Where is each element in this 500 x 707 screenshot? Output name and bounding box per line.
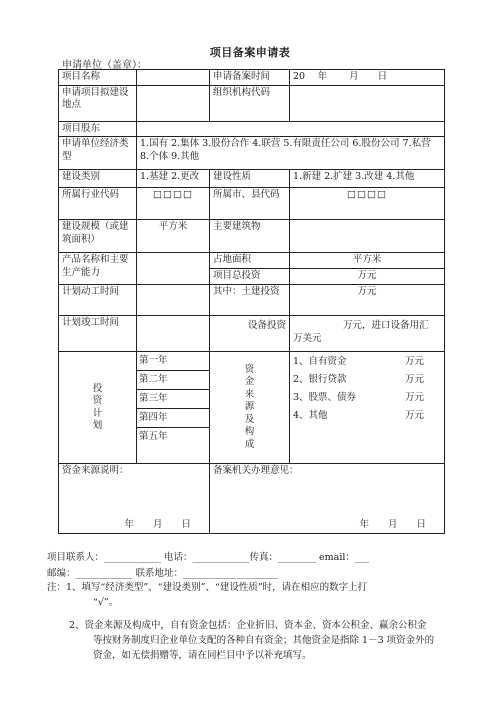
funding-desc-cell[interactable] <box>59 464 210 534</box>
agency-opinion-date: 年 月 日 <box>359 518 426 530</box>
econ-type-label: 申请单位经济类型 <box>59 137 137 170</box>
start-time-field[interactable] <box>137 285 210 316</box>
civil-investment-unit[interactable]: 万元 <box>290 285 445 316</box>
funding-item-stocks[interactable]: 3、股票、债券 万元 <box>293 392 424 403</box>
main-buildings-field[interactable] <box>290 220 445 253</box>
note-2-line-c: 资金，如无偿捐赠等，请在同栏目中予以补充填写。 <box>93 650 312 661</box>
agency-opinion-label: 备案机关办理意见： <box>213 465 299 476</box>
page-title: 项目备案申请表 <box>209 46 291 59</box>
year-5[interactable]: 第五年 <box>139 431 168 442</box>
shareholders-label: 项目股东 <box>59 121 137 137</box>
filing-time-label: 申请备案时间 <box>210 70 290 86</box>
project-name-field[interactable] <box>137 70 210 86</box>
location-field[interactable] <box>137 85 210 121</box>
year-2[interactable]: 第二年 <box>137 371 209 390</box>
main-buildings-label: 主要建筑物 <box>210 220 290 253</box>
postal-line[interactable]: 邮编：____________ 联系地址：____________________ <box>47 568 279 579</box>
funding-desc-date: 年 月 日 <box>124 518 191 530</box>
products-field[interactable] <box>137 253 210 285</box>
applicant-unit-label: 申请单位（盖章）： <box>62 60 147 71</box>
funding-item-bank[interactable]: 2、银行贷款 万元 <box>293 374 424 385</box>
project-name-label: 项目名称 <box>59 70 137 86</box>
filing-time-field[interactable]: 20 年 月 日 <box>290 70 445 86</box>
equipment-investment-field[interactable] <box>290 316 445 352</box>
agency-opinion-cell[interactable] <box>210 464 445 534</box>
completion-time-label: 计划竣工时间 <box>59 316 137 352</box>
civil-investment-label: 其中：土建投资 <box>210 285 290 316</box>
note-2-line-b: 等按财务制度归企业单位支配的各种自有资金；其他资金是指除 1－3 项资金外的 <box>93 635 435 646</box>
note-1-line-a: 注：1、填写“经济类型”、“建设类别”、“建设性质”时，请在相应的数字上打 <box>47 582 368 593</box>
location-label: 申请项目拟建设地点 <box>59 85 137 121</box>
notes <box>47 580 447 663</box>
land-area-label: 占地面积 <box>210 253 290 269</box>
shareholders-field[interactable] <box>137 121 445 137</box>
start-time-label: 计划动工时间 <box>59 285 137 316</box>
scale-label: 建设规模（或建筑面积） <box>59 220 137 253</box>
completion-time-field[interactable] <box>137 316 210 352</box>
city-county-label: 所属市、县代码 <box>210 188 290 220</box>
investment-plan-label: 投 资 计 划 <box>59 352 137 464</box>
note-1-line-b: “√”。 <box>93 597 119 608</box>
city-county-boxes[interactable]: □□□□ <box>290 188 445 220</box>
funding-item-own[interactable]: 1、自有资金 万元 <box>293 356 424 367</box>
land-area-unit[interactable]: 平方米 <box>290 253 445 269</box>
equipment-forex-value: 万美元 <box>293 332 322 344</box>
funding-source-label: 资 金 来 源 及 构 成 <box>210 352 290 464</box>
year-3[interactable]: 第三年 <box>137 390 209 409</box>
year-4[interactable]: 第四年 <box>137 409 209 428</box>
investment-plan-years <box>137 352 210 464</box>
products-label: 产品名称和主要生产能力 <box>59 253 137 285</box>
equipment-investment-value: 万元，进口设备用汇 <box>343 320 429 331</box>
funding-items <box>290 352 445 464</box>
construction-category-options[interactable]: 1.基建 2.更改 <box>137 170 210 188</box>
industry-code-boxes[interactable]: □□□□ <box>137 188 210 220</box>
scale-unit[interactable]: 平方米 <box>137 220 210 253</box>
contact-line[interactable]: 项目联系人：____________ 电话：____________传真：________ email：___ <box>47 552 370 563</box>
funding-desc-label: 资金来源说明： <box>62 465 129 476</box>
org-code-field[interactable] <box>290 85 445 121</box>
org-code-label: 组织机构代码 <box>210 85 290 121</box>
total-investment-unit[interactable]: 万元 <box>290 269 445 285</box>
note-2-line-a: 2、资金来源及构成中，自有资金包括：企业折旧、资本金、资本公积金、赢余公积金 <box>69 620 427 631</box>
econ-type-options[interactable]: 1.国有 2.集体 3.股份合作 4.联营 5.有限责任公司 6.股份公司 7.私营 8.个体 9.其他 <box>137 137 445 170</box>
filing-form-table <box>58 69 445 534</box>
construction-nature-options[interactable]: 1.新建 2.扩建 3.改建 4.其他 <box>290 170 445 188</box>
equipment-investment-label: 设备投资 <box>210 316 290 352</box>
funding-item-other[interactable]: 4、其他 万元 <box>293 410 424 421</box>
total-investment-label: 项目总投资 <box>210 269 290 285</box>
construction-category-label: 建设类别 <box>59 170 137 188</box>
construction-nature-label: 建设性质 <box>210 170 290 188</box>
industry-code-label: 所属行业代码 <box>59 188 137 220</box>
year-1[interactable]: 第一年 <box>137 352 209 371</box>
